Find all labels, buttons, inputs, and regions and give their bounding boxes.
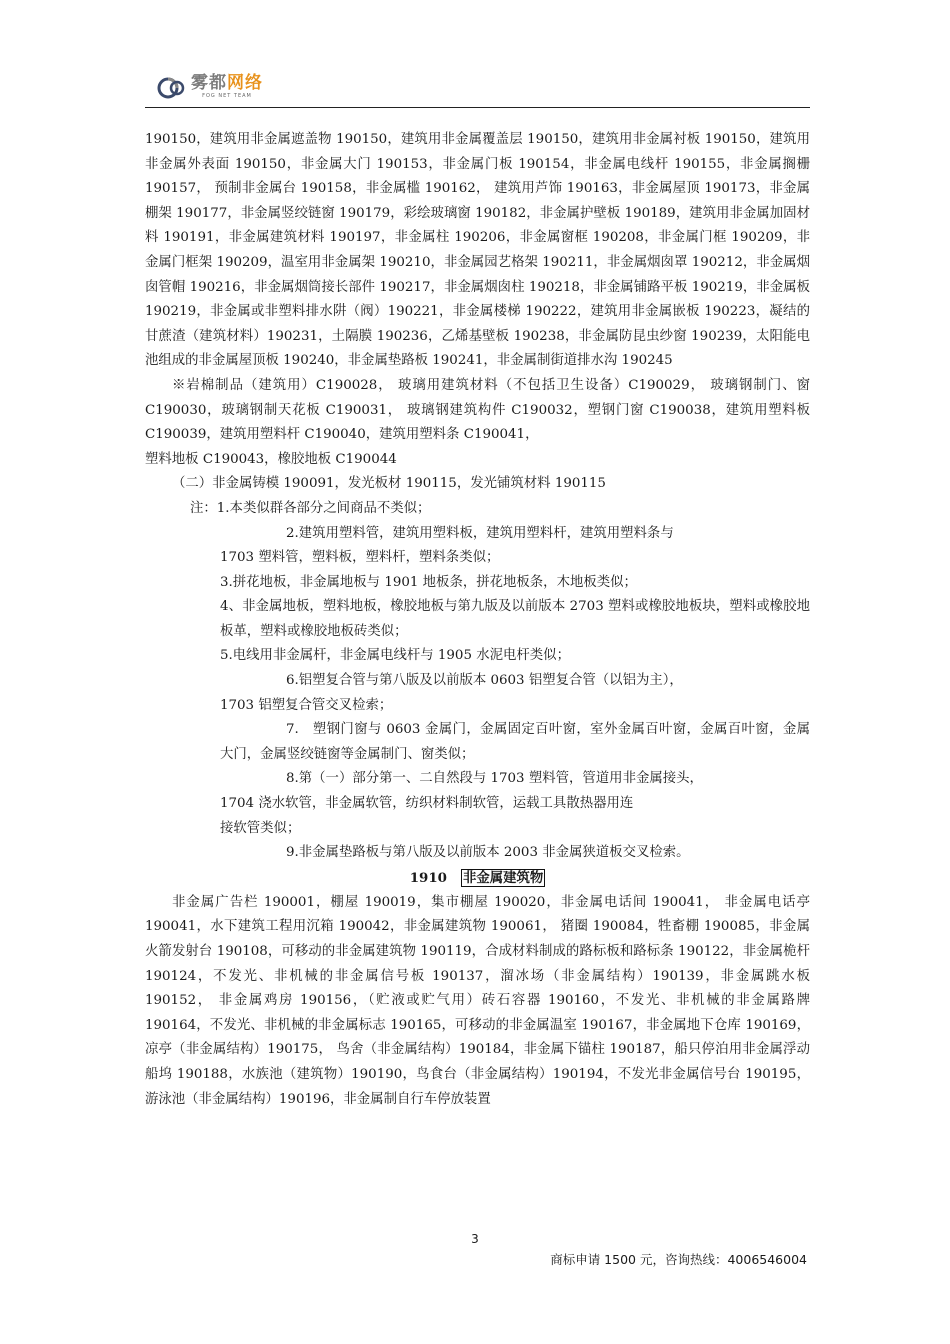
document-body [145, 128, 810, 1112]
section-heading [145, 866, 810, 891]
note-4: 4、非金属地板，塑料地板，橡胶地板与第九版及以前版本 2703 塑料或橡胶地板块，塑料或橡胶地板革，塑料或橡胶地板砖类似； [220, 599, 810, 639]
paragraph-continued-list: 190150，建筑用非金属遮盖物 190150，建筑用非金属覆盖层 190150，建筑用非金属衬板 190150，建筑用非金属外表面 190150，非金属大门 190153，非金属门板 190154，非金属电线杆 190155，非金属搁栅 190157， 预制非金属台 190158，非金属槛 190162， 建筑用芦饰 190163，非金属屋顶 190173，非金属棚架 190177，非金属竖绞链窗 190179，彩绘玻璃窗 190182，非金属护壁板 190189，建筑用非金属加固材料 190191，非金属建筑材料 190197，非金属柱 190206，非金属窗框 190208，非金属门框 190209，非金属门框架 190209，温室用非金属架 190210，非金属园艺格架 190211，非金属烟囱罩 190212，非金属烟囱管帽 190216，非金属烟筒接长部件 190217，非金属烟囱柱 190218，非金属铺路平板 190219，非金属板 190219，非金属或非塑料排水阱（阀）190221，非金属楼梯 190222，建筑用非金属嵌板 190223，凝结的甘蔗渣（建筑材料）190231，土隔膜 190236，乙烯基壁板 190238，非金属防昆虫纱窗 190239，太阳能电池组成的非金属屋顶板 190240，非金属垫路板 190241，非金属制街道排水沟 190245 [145, 132, 810, 369]
note-6: 6.铝塑复合管与第八版及以前版本 0603 铝塑复合管（以铝为主）， [286, 673, 683, 689]
note-2: 2.建筑用塑料管，建筑用塑料板，建筑用塑料杆，建筑用塑料条与 [286, 525, 674, 541]
note-8: 8.第（一）部分第一、二自然段与 1703 塑料管，管道用非金属接头， [286, 771, 703, 787]
note-3: 3.拼花地板，非金属地板与 1901 地板条，拼花地板条，木地板类似； [220, 574, 637, 590]
note-5: 5.电线用非金属杆，非金属电线杆与 1905 水泥电杆类似； [220, 648, 570, 664]
paragraph-c-items-end: 塑料地板 C190043，橡胶地板 C190044 [145, 451, 397, 467]
paragraph-part-two: （二）非金属铸模 190091，发光板材 190115，发光铺筑材料 190115 [172, 476, 606, 492]
note-8-end: 接软管类似； [220, 820, 301, 836]
company-logo [157, 74, 263, 100]
footer-note: 商标申请 1500 元，咨询热线：4006546004 [550, 1252, 807, 1267]
page-header [145, 70, 810, 108]
section-body: 非金属广告栏 190001，棚屋 190019，集市棚屋 190020，非金属电话间 190041， 非金属电话亭 190041，水下建筑工程用沉箱 190042，非金属建筑物 190061， 猪圈 190084，牲畜棚 190085，非金属火箭发射台 190108，可移动的非金属建筑物 190119，合成材料制成的路标板和路标条 190122，非金属桅杆 190124，不发光、非机械的非金属信号板 190137，溜冰场（非金属结构）190139，非金属跳水板 190152， 非金属鸡房 190156，（贮液或贮气用）砖石容器 190160，不发光、非机械的非金属路牌 190164，不发光、非机械的非金属标志 190165，可移动的非金属温室 190167，非金属地下仓库 190169，凉亭（非金属结构）190175， 鸟舍（非金属结构）190184，非金属下锚柱 190187，船只停泊用非金属浮动船坞 190188，水族池（建筑物）190190，鸟食台（非金属结构）190194，不发光非金属信号台 190195，游泳池（非金属结构）190196，非金属制自行车停放装置 [145, 894, 810, 1107]
logo-swirl-icon [157, 74, 187, 100]
page-number: 3 [471, 1232, 479, 1246]
paragraph-c-items: ※岩棉制品（建筑用）C190028， 玻璃用建筑材料（不包括卫生设备）C190029， 玻璃钢制门、窗 C190030，玻璃钢制天花板 C190031， 玻璃钢建筑构件 C190032，塑钢门窗 C190038，建筑用塑料板 C190039，建筑用塑料杆 C190040，建筑用塑料条 C190041， [145, 377, 810, 443]
logo-tagline: FOG NET TEAM [202, 93, 252, 99]
note-8-cont: 1704 浇水软管，非金属软管，纺织材料制软管，运载工具散热器用连 [220, 796, 634, 812]
section-name: 非金属建筑物 [462, 869, 544, 886]
logo-text-orange: 网络 [227, 73, 263, 93]
note-1: 注：1.本类似群各部分之间商品不类似； [190, 500, 431, 516]
note-9: 9.非金属垫路板与第八版及以前版本 2003 非金属狭道板交叉检索。 [286, 845, 690, 861]
note-7: 7. 塑钢门窗与 0603 金属门，金属固定百叶窗，室外金属百叶窗，金属百叶窗，金属大门，金属竖绞链窗等金属制门、窗类似； [220, 722, 810, 762]
note-6-cont: 1703 铝塑复合管交叉检索； [220, 697, 393, 713]
logo-text-gray: 雾都 [191, 73, 227, 93]
header-divider [145, 107, 810, 108]
section-number: 1910 [409, 869, 447, 886]
note-2-cont: 1703 塑料管，塑料板，塑料杆，塑料条类似； [220, 550, 500, 566]
